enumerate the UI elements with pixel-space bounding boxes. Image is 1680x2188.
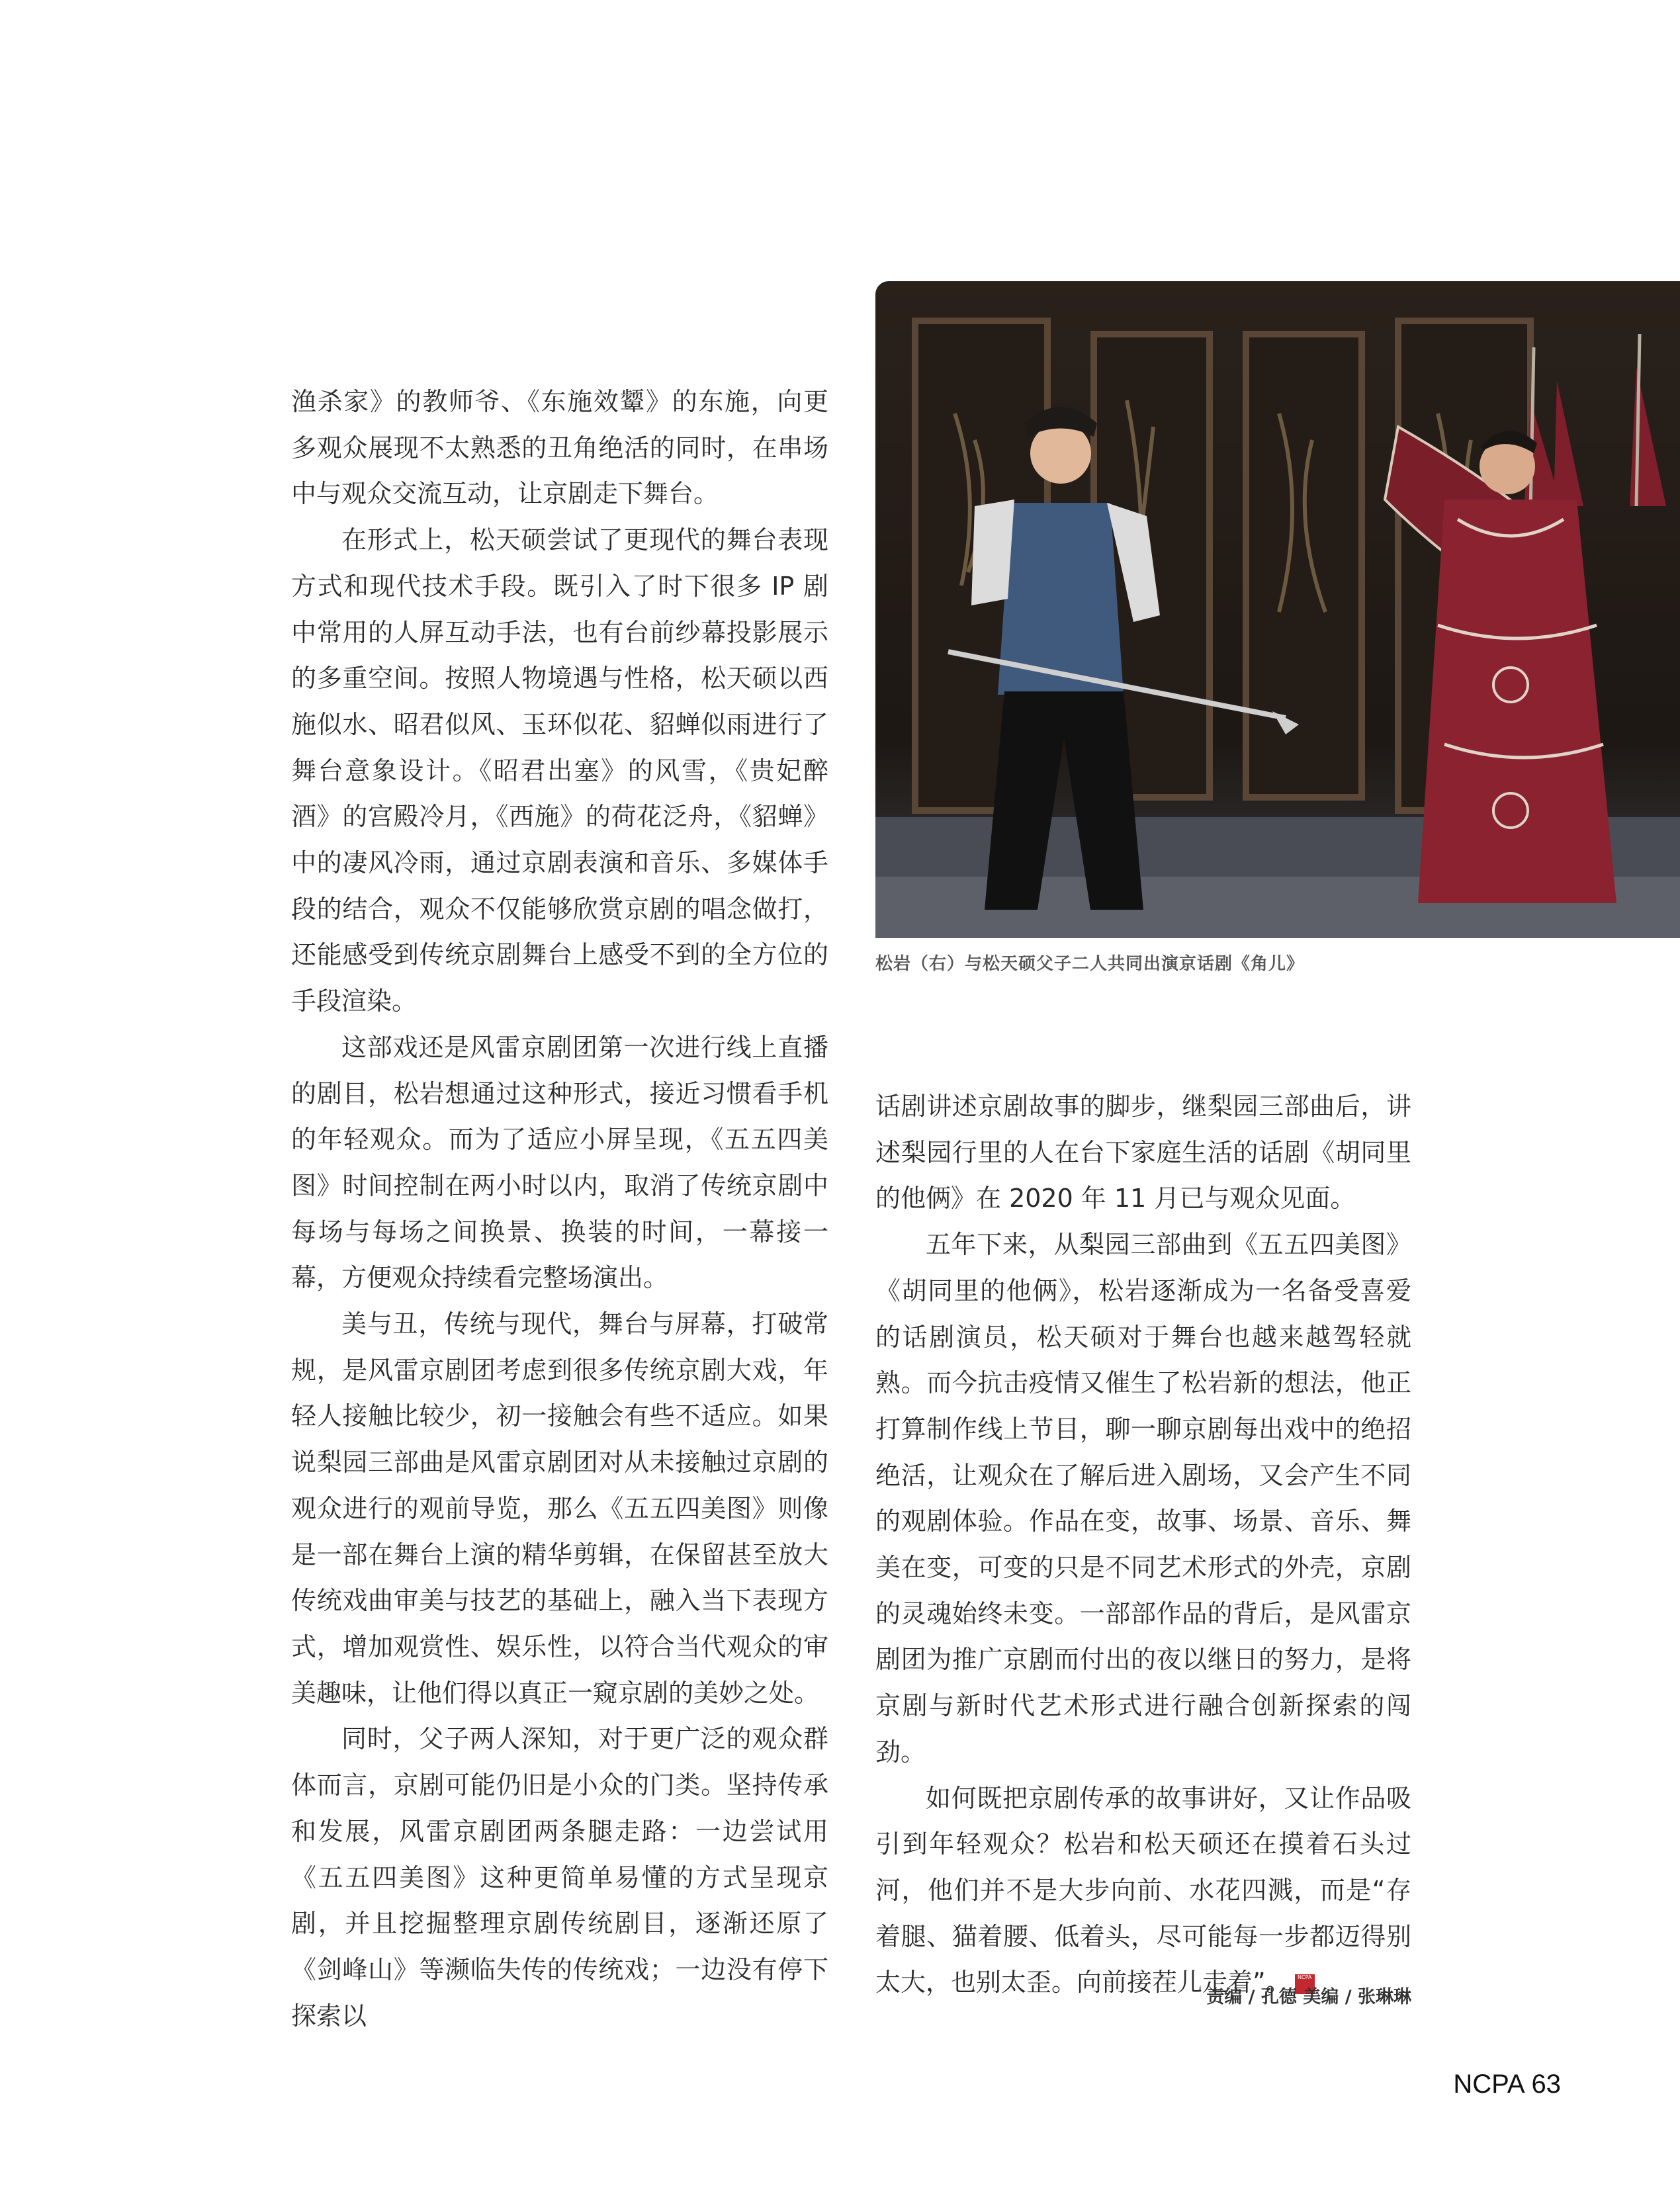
paragraph: 这部戏还是风雷京剧团第一次进行线上直播的剧目，松岩想通过这种形式，接近习惯看手机的年轻观众。而为了适应小屏呈现，《五五四美图》时间控制在两小时以内，取消了传统京剧中每场与每场之间换景、换装的时间，一幕接一幕，方便观众持续看完整场演出。	[291, 1032, 828, 1293]
paragraph-text: 如何既把京剧传承的故事讲好，又让作品吸引到年轻观众？松岩和松天硕还在摸着石头过河，他们并不是大步向前、水花四溅，而是“存着腿、猫着腰、低着头，尽可能每一步都迈得别太大，也别太歪。向前接茬儿走着”。	[875, 1783, 1411, 1997]
magazine-name: NCPA	[1453, 2070, 1525, 2099]
paragraph: 话剧讲述京剧故事的脚步，继梨园三部曲后，讲述梨园行里的人在台下家庭生活的话剧《胡同里的他俩》在 2020 年 11 月已与观众见面。	[875, 1092, 1411, 1213]
paragraph: 美与丑，传统与现代，舞台与屏幕，打破常规，是风雷京剧团考虑到很多传统京剧大戏，年轻人接触比较少，初一接触会有些不适应。如果说梨园三部曲是风雷京剧团对从未接触过京剧的观众进行的观前导览，那么《五五四美图》则像是一部在舞台上演的精华剪辑，在保留甚至放大传统戏曲审美与技艺的基础上，融入当下表现方式，增加观赏性、娱乐性，以符合当代观众的审美趣味，让他们得以真正一窥京剧的美妙之处。	[291, 1309, 828, 1708]
paragraph: 在形式上，松天硕尝试了更现代的舞台表现方式和现代技术手段。既引入了时下很多 IP 剧中常用的人屏互动手法，也有台前纱幕投影展示的多重空间。按照人物境遇与性格，松天硕以西施似水、昭君似风、玉环似花、貂蝉似雨进行了舞台意象设计。《昭君出塞》的风雪，《贵妃醉酒》的宫殿冷月，《西施》的荷花泛舟，《貂蝉》中的凄风冷雨，通过京剧表演和音乐、多媒体手段的结合，观众不仅能够欣赏京剧的唱念做打，还能感受到传统京剧舞台上感受不到的全方位的手段渲染。	[291, 525, 828, 1016]
left-text-column	[291, 379, 828, 2039]
stage-photo	[875, 281, 1680, 938]
page-number: 63	[1531, 2070, 1561, 2099]
page-folio	[1446, 2070, 1561, 2099]
paragraph: 同时，父子两人深知，对于更广泛的观众群体而言，京剧可能仍旧是小众的门类。坚持传承和发展，风雷京剧团两条腿走路：一边尝试用《五五四美图》这种更简单易懂的方式呈现京剧，并且挖掘整理京剧传统剧目，逐渐还原了《剑峰山》等濒临失传的传统戏；一边没有停下探索以	[291, 1724, 828, 2031]
paragraph: 五年下来，从梨园三部曲到《五五四美图》《胡同里的他俩》，松岩逐渐成为一名备受喜爱的话剧演员，松天硕对于舞台也越来越驾轻就熟。而今抗击疫情又催生了松岩新的想法，他正打算制作线上节目，聊一聊京剧每出戏中的绝招绝活，让观众在了解后进入剧场，又会产生不同的观剧体验。作品在变，故事、场景、音乐、舞美在变，可变的只是不同艺术形式的外壳，京剧的灵魂始终未变。一部部作品的背后，是风雷京剧团为推广京剧而付出的夜以继日的努力，是将京剧与新时代艺术形式进行融合创新探索的闯劲。	[875, 1230, 1411, 1767]
right-text-column	[875, 1084, 1411, 2006]
editor-credits: 责编 / 孔德 美编 / 张琳琳	[1206, 1987, 1411, 2007]
ncpa-end-mark-icon: NCPA	[1295, 1974, 1315, 1994]
paragraph: 渔杀家》的教师爷、《东施效颦》的东施，向更多观众展现不太熟悉的丑角绝活的同时，在串场中与观众交流互动，让京剧走下舞台。	[291, 387, 828, 509]
paragraph	[875, 1776, 1411, 2007]
photo-caption: 松岩（右）与松天硕父子二人共同出演京话剧《角儿》	[875, 954, 1305, 974]
stage-photo-illustration	[875, 281, 1680, 938]
